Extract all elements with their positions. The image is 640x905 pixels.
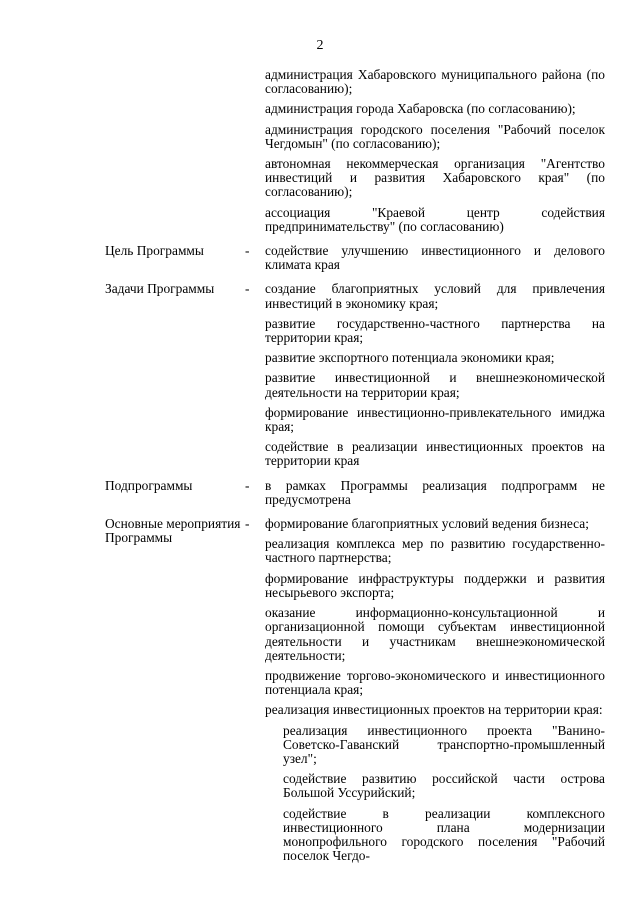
content-paragraph: развитие государственно-частного партнерства на территории края;: [265, 315, 605, 346]
content-paragraph: оказание информационно-консультационной и организационной помощи субъектам инвестиционной деятельности и участникам внешнеэкономической деятельности;: [265, 605, 605, 663]
passport-row: [105, 244, 605, 272]
content-paragraph: формирование инфраструктуры поддержки и развития несырьевого экспорта;: [265, 570, 605, 600]
row-content: [265, 282, 605, 468]
row-dash: -: [245, 516, 250, 532]
content-paragraph: содействие в реализации инвестиционных проектов на территории края: [265, 439, 605, 469]
row-dash: -: [245, 243, 250, 259]
passport-row: [105, 479, 605, 507]
content-paragraph: в рамках Программы реализация подпрограмм не предусмотрена: [265, 477, 605, 507]
content-paragraph: содействие улучшению инвестиционного и делового климата края: [265, 243, 605, 273]
content-paragraph: реализация инвестиционного проекта "Ванино-Советско-Гаванский транспортно-промышленный узел";: [283, 722, 605, 766]
program-passport-table: [105, 68, 605, 863]
row-label: Основные мероприятия Программы: [105, 516, 241, 546]
passport-row: [105, 68, 605, 234]
passport-row: [105, 282, 605, 468]
passport-row: [105, 517, 605, 863]
row-label: Подпрограммы: [105, 477, 193, 493]
row-content: [265, 517, 605, 863]
content-paragraph: администрация городского поселения "Рабочий поселок Чегдомын" (по согласованию);: [265, 121, 605, 151]
content-paragraph: администрация Хабаровского муниципального района (по согласованию);: [265, 67, 605, 97]
content-paragraph: развитие экспортного потенциала экономики края;: [265, 350, 555, 366]
content-paragraph: реализация комплекса мер по развитию государственно-частного партнерства;: [265, 536, 605, 566]
row-content: [265, 244, 605, 272]
content-paragraph: развитие инвестиционной и внешнеэкономической деятельности на территории края;: [265, 370, 605, 400]
row-label: Цель Программы: [105, 243, 204, 259]
content-paragraph: ассоциация "Краевой центр содействия предпринимательству" (по согласованию): [265, 204, 605, 234]
row-dash: -: [245, 477, 250, 493]
row-label: [105, 68, 243, 234]
content-paragraph: продвижение торгово-экономического и инвестиционного потенциала края;: [265, 667, 605, 698]
content-paragraph: автономная некоммерческая организация "Агентство инвестиций и развития Хабаровского края" (по согласованию);: [265, 156, 605, 200]
row-dash: -: [245, 281, 250, 297]
row-content: [265, 479, 605, 507]
page-number: 2: [316, 38, 324, 53]
row-content: [265, 68, 605, 234]
content-paragraph: формирование инвестиционно-привлекательного имиджа края;: [265, 404, 605, 435]
row-label: Задачи Программы: [105, 281, 215, 297]
content-paragraph: администрация города Хабаровска (по согласованию);: [265, 101, 576, 117]
row-dash: [243, 68, 265, 234]
content-paragraph: содействие развитию российской части острова Большой Уссурийский;: [283, 771, 605, 801]
content-paragraph: реализация инвестиционных проектов на территории края:: [265, 702, 603, 718]
content-paragraph: формирование благоприятных условий ведения бизнеса;: [265, 516, 589, 532]
content-paragraph: создание благоприятных условий для привлечения инвестиций в экономику края;: [265, 281, 605, 311]
content-paragraph: содействие в реализации комплексного инвестиционного плана модернизации монопрофильного городского поселения "Рабочий поселок Чегдо-: [283, 805, 605, 864]
